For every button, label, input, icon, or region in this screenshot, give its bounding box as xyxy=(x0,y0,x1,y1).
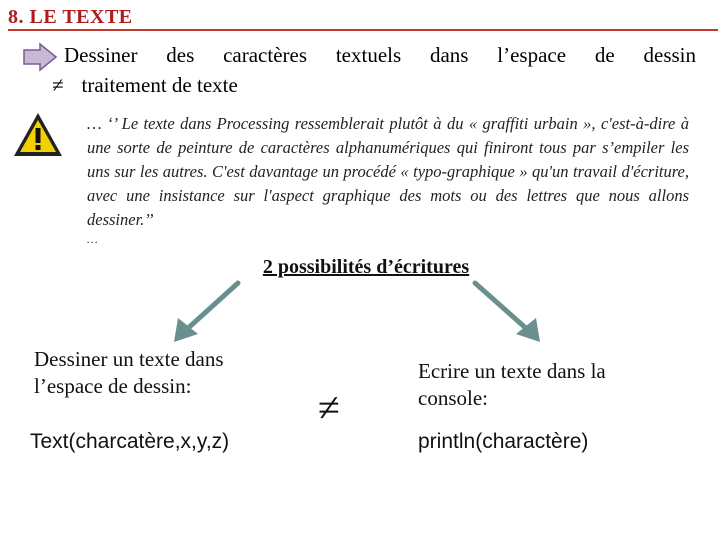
not-equal-symbol-small: ≠ xyxy=(52,73,64,97)
intro-text-line1: Dessiner des caractères textuels dans l’espace de dessin xyxy=(64,43,696,67)
option-console-line2: console: xyxy=(418,386,488,410)
intro-text-traitement: traitement de texte xyxy=(81,73,238,97)
right-branch-arrow xyxy=(475,283,540,342)
option-console-line1: Ecrire un texte dans la xyxy=(418,359,606,383)
slide-title: 8. LE TEXTE xyxy=(8,6,133,28)
option-draw-line2: l’espace de dessin: xyxy=(34,374,192,398)
section-heading: 2 possibilités d’écritures xyxy=(262,256,470,278)
quote-text: … ‘’ Le texte dans Processing ressemblerait plutôt à du « graffiti urbain », c'est-à-dire à une sorte de peinture de caractères alphanumériques qui finiront tous par s’empiler les uns sur les autres. C'est davantage un procédé « typo-graphique » qu'un travail d'écriture, avec une insistance sur l'aspect graphique des mots ou des lettres que nous allons dessiner.’’ xyxy=(87,114,689,229)
code-text-function: Text(charcatère,x,y,z) xyxy=(30,430,230,453)
option-console-text xyxy=(418,358,606,412)
not-equal-symbol: ≠ xyxy=(318,385,340,430)
option-draw-text xyxy=(34,346,224,400)
left-branch-arrow xyxy=(174,283,238,342)
code-println-function: println(charactère) xyxy=(418,430,589,453)
quote-ellipsis: … xyxy=(87,232,98,246)
option-draw-line1: Dessiner un texte dans xyxy=(34,347,224,371)
